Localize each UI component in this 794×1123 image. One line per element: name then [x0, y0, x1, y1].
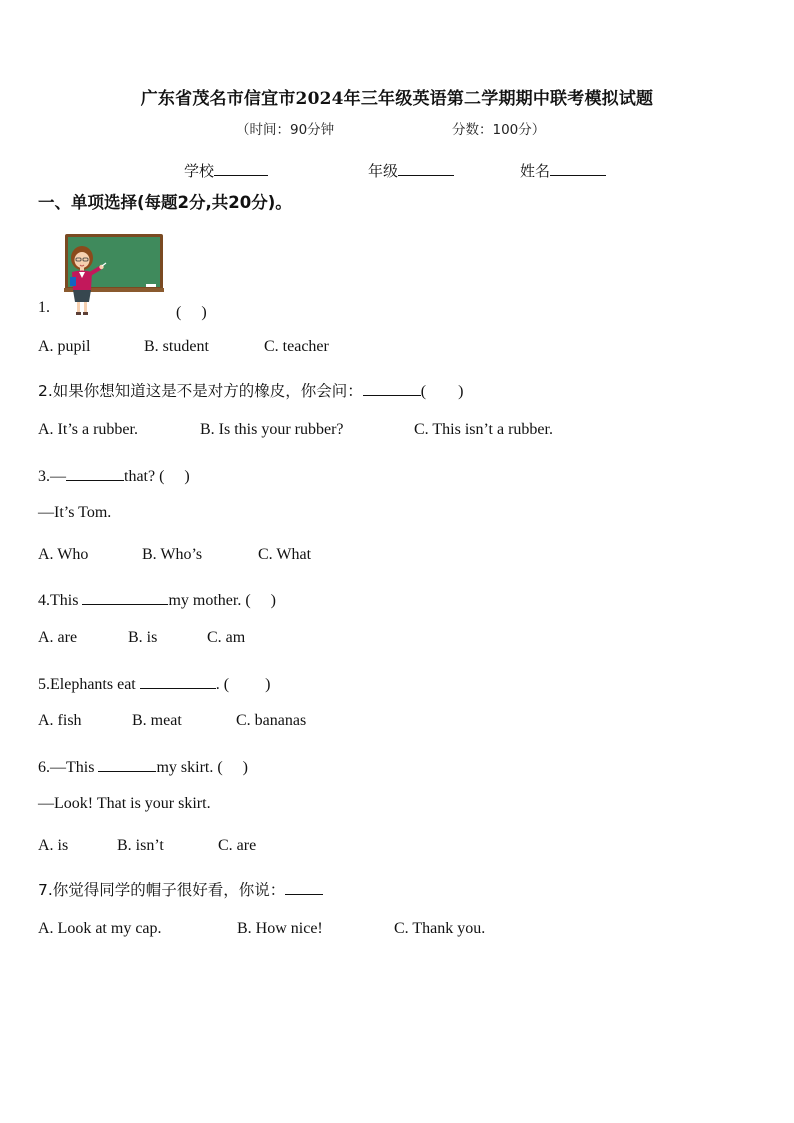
question-2-option-a[interactable]: A. It’s a rubber. [38, 421, 138, 438]
question-4-option-b[interactable]: B. is [128, 629, 158, 646]
question-3-reply: —It’s Tom. [38, 504, 112, 521]
question-3-option-a[interactable]: A. Who [38, 546, 89, 563]
exam-time: （时间：90分钟 [236, 122, 335, 138]
question-7-option-a[interactable]: A. Look at my cap. [38, 920, 162, 937]
question-7 [38, 878, 323, 900]
teacher-at-blackboard-image [62, 232, 166, 316]
section-heading: 一、单项选择(每题2分,共20分)。 [38, 193, 292, 212]
question-5-stem-start: 5.Elephants eat [38, 676, 140, 693]
question-1-answer-paren[interactable]: ( ) [176, 304, 207, 321]
grade-blank[interactable] [398, 161, 454, 176]
question-1 [38, 299, 50, 317]
question-2-answer-paren[interactable]: ( ) [420, 383, 464, 400]
name-label: 姓名 [520, 162, 551, 180]
question-6-option-a[interactable]: A. is [38, 837, 69, 854]
question-2-option-b[interactable]: B. Is this your rubber? [200, 421, 344, 438]
question-7-option-c[interactable]: C. Thank you. [394, 920, 486, 937]
question-5 [38, 671, 270, 694]
question-5-option-c[interactable]: C. bananas [236, 712, 307, 729]
question-7-blank[interactable] [285, 880, 323, 895]
question-3-stem-start: 3.— [38, 468, 66, 485]
school-label: 学校 [184, 162, 215, 180]
question-2-stem: 2.如果你想知道这是不是对方的橡皮，你会问： [38, 382, 363, 400]
exam-score: 分数：100分） [452, 122, 546, 138]
question-5-option-a[interactable]: A. fish [38, 712, 82, 729]
question-5-option-b[interactable]: B. meat [132, 712, 182, 729]
question-3 [38, 463, 190, 486]
question-4-option-a[interactable]: A. are [38, 629, 78, 646]
question-2-blank[interactable] [363, 381, 421, 396]
question-4-option-c[interactable]: C. am [207, 629, 246, 646]
school-field [184, 160, 268, 181]
question-5-blank[interactable] [140, 674, 216, 689]
question-4-stem-start: 4.This [38, 592, 83, 609]
question-1-option-b[interactable]: B. student [144, 338, 209, 355]
name-field [520, 160, 606, 181]
question-1-option-a[interactable]: A. pupil [38, 338, 91, 355]
question-6-stem-end: my skirt. ( ) [156, 759, 249, 776]
question-3-option-c[interactable]: C. What [258, 546, 312, 563]
question-6-blank[interactable] [98, 757, 156, 772]
question-2-option-c[interactable]: C. This isn’t a rubber. [414, 421, 553, 438]
question-3-option-b[interactable]: B. Who’s [142, 546, 203, 563]
question-7-stem: 7.你觉得同学的帽子很好看，你说： [38, 881, 286, 899]
question-3-blank[interactable] [66, 466, 124, 481]
question-6-reply: —Look! That is your skirt. [38, 795, 211, 812]
grade-label: 年级 [368, 162, 399, 180]
question-5-stem-end: . ( ) [215, 676, 271, 693]
name-blank[interactable] [550, 161, 606, 176]
question-6-option-c[interactable]: C. are [218, 837, 257, 854]
school-blank[interactable] [214, 161, 268, 176]
question-2 [38, 378, 463, 401]
question-1-option-c[interactable]: C. teacher [264, 338, 329, 355]
question-1-number: 1. [38, 299, 50, 316]
question-7-option-b[interactable]: B. How nice! [237, 920, 323, 937]
grade-field [368, 160, 454, 181]
question-3-stem-end: that? ( ) [124, 468, 190, 485]
question-4-blank[interactable] [82, 590, 168, 605]
question-6-stem-start: 6.—This [38, 759, 99, 776]
page-title: 广东省茂名市信宜市2024年三年级英语第二学期期中联考模拟试题 [140, 89, 654, 109]
question-6-option-b[interactable]: B. isn’t [117, 837, 164, 854]
question-4 [38, 587, 276, 610]
question-4-stem-end: my mother. ( ) [168, 592, 276, 609]
question-6 [38, 754, 248, 777]
